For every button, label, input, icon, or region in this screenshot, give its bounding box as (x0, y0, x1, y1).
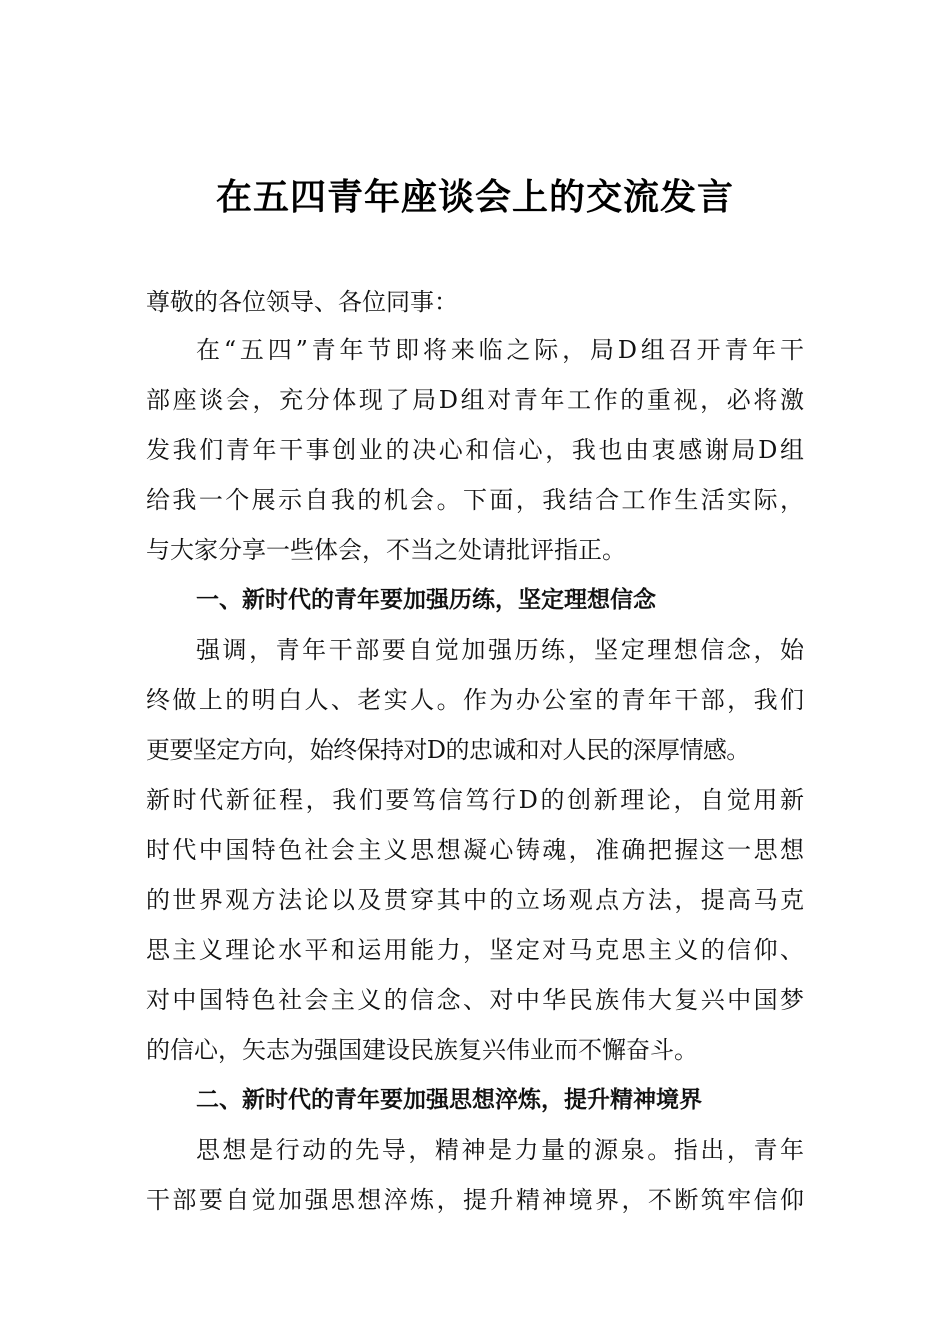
section-heading: 二、新时代的青年要加强思想淬炼，提升精神境界 (196, 1087, 702, 1113)
paragraph-line: 发我们青年干事创业的决心和信心，我也由衷感谢局D组 (146, 436, 804, 464)
paragraph-line: 时代中国特色社会主义思想凝心铸魂，准确把握这一思想 (146, 836, 804, 864)
paragraph-line: 对中国特色社会主义的信念、对中华民族伟大复兴中国梦 (146, 986, 804, 1014)
paragraph-line: 在“五四”青年节即将来临之际，局D组召开青年干 (196, 336, 804, 364)
paragraph-line: 思主义理论水平和运用能力，坚定对马克思主义的信仰、 (146, 936, 804, 964)
document-title: 在五四青年座谈会上的交流发言 (215, 176, 734, 218)
paragraph-line: 的世界观方法论以及贯穿其中的立场观点方法，提高马克 (146, 886, 804, 914)
paragraph-line: 部座谈会，充分体现了局D组对青年工作的重视，必将激 (146, 386, 804, 414)
paragraph-line: 更要坚定方向，始终保持对D的忠诚和对人民的深厚情感。 (146, 736, 750, 764)
paragraph-line: 强调，青年干部要自觉加强历练，坚定理想信念，始 (196, 636, 804, 664)
paragraph-line: 新时代新征程，我们要笃信笃行D的创新理论，自觉用新 (146, 786, 804, 814)
paragraph-line: 与大家分享一些体会，不当之处请批评指正。 (146, 536, 626, 564)
paragraph-line: 的信心，矢志为强国建设民族复兴伟业而不懈奋斗。 (146, 1036, 698, 1064)
paragraph-line: 干部要自觉加强思想淬炼，提升精神境界，不断筑牢信仰 (146, 1186, 804, 1214)
paragraph-line: 给我一个展示自我的机会。下面，我结合工作生活实际， (146, 486, 804, 514)
section-heading: 一、新时代的青年要加强历练，坚定理想信念 (196, 587, 656, 613)
paragraph-line: 终做上的明白人、老实人。作为办公室的青年干部，我们 (146, 686, 804, 714)
paragraph-line: 思想是行动的先导，精神是力量的源泉。指出，青年 (196, 1136, 804, 1164)
salutation: 尊敬的各位领导、各位同事： (146, 288, 458, 316)
